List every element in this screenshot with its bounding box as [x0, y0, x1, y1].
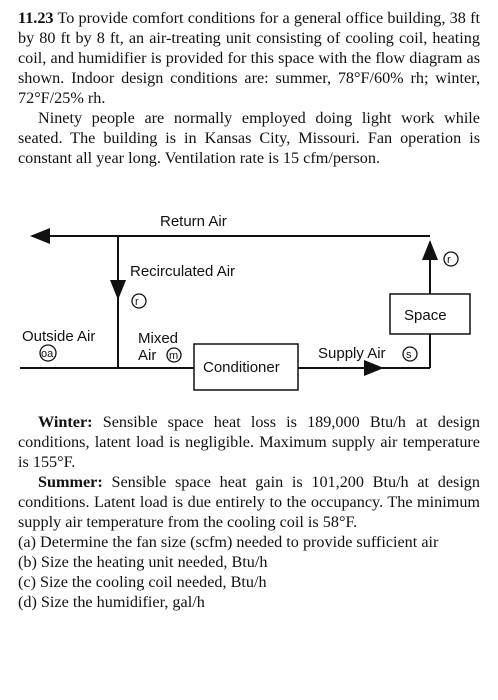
problem-statement: [18, 8, 480, 168]
r-label-top: r: [447, 254, 451, 266]
summer-text: Sensible space heat gain is 101,200 Btu/h at design conditions. Latent load is due entirely to the occupancy. The minimum supply air temperature from the cooling coil is 58°F.: [18, 473, 480, 531]
problem-number: 11.23: [18, 9, 54, 27]
flow-diagram: [18, 212, 480, 402]
supply-air-label: Supply Air: [318, 345, 386, 362]
question-d: (d) Size the humidifier, gal/h: [18, 593, 205, 611]
mixed-label: Mixed: [138, 330, 179, 347]
r-label-mid: r: [135, 296, 139, 308]
problem-paragraph-2: Ninety people are normally employed doing light work while seated. The building is in Kansas City, Missouri. Fan operation is constant all year long. Ventilation rate is 15 cfm/person.: [18, 109, 480, 167]
space-label: Space: [404, 307, 447, 324]
question-a: (a) Determine the fan size (scfm) needed to provide sufficient air: [18, 533, 439, 551]
summer-paragraph: [18, 472, 480, 532]
winter-text: Sensible space heat loss is 189,000 Btu/h at design conditions, latent load is negligible. Maximum supply air temperature is 155°F.: [18, 413, 480, 471]
oa-label: oa: [41, 348, 54, 360]
question-b: (b) Size the heating unit needed, Btu/h: [18, 553, 268, 571]
winter-paragraph: [18, 412, 480, 472]
winter-heading: Winter:: [38, 413, 93, 431]
mixed-air-label: Air: [138, 347, 157, 364]
conditions-section: [18, 412, 480, 612]
conditioner-label: Conditioner: [203, 359, 280, 376]
s-label: s: [406, 349, 412, 361]
recirculated-air-label: Recirculated Air: [130, 263, 236, 280]
return-air-label: Return Air: [160, 213, 227, 230]
problem-text-1: To provide comfort conditions for a general office building, 38 ft by 80 ft by 8 ft, an air-treating unit consisting of cooling coil, heating coil, and humidifier is provided for this space with the flow diagram as shown. Indoor design conditions are: summer, 78°F/60% rh; winter, 72°F/25% rh.: [18, 9, 480, 107]
m-label: m: [169, 350, 179, 362]
problem-paragraph-1: [18, 8, 480, 108]
outside-air-label: Outside Air: [22, 328, 96, 345]
question-c: (c) Size the cooling coil needed, Btu/h: [18, 573, 267, 591]
summer-heading: Summer:: [38, 473, 103, 491]
